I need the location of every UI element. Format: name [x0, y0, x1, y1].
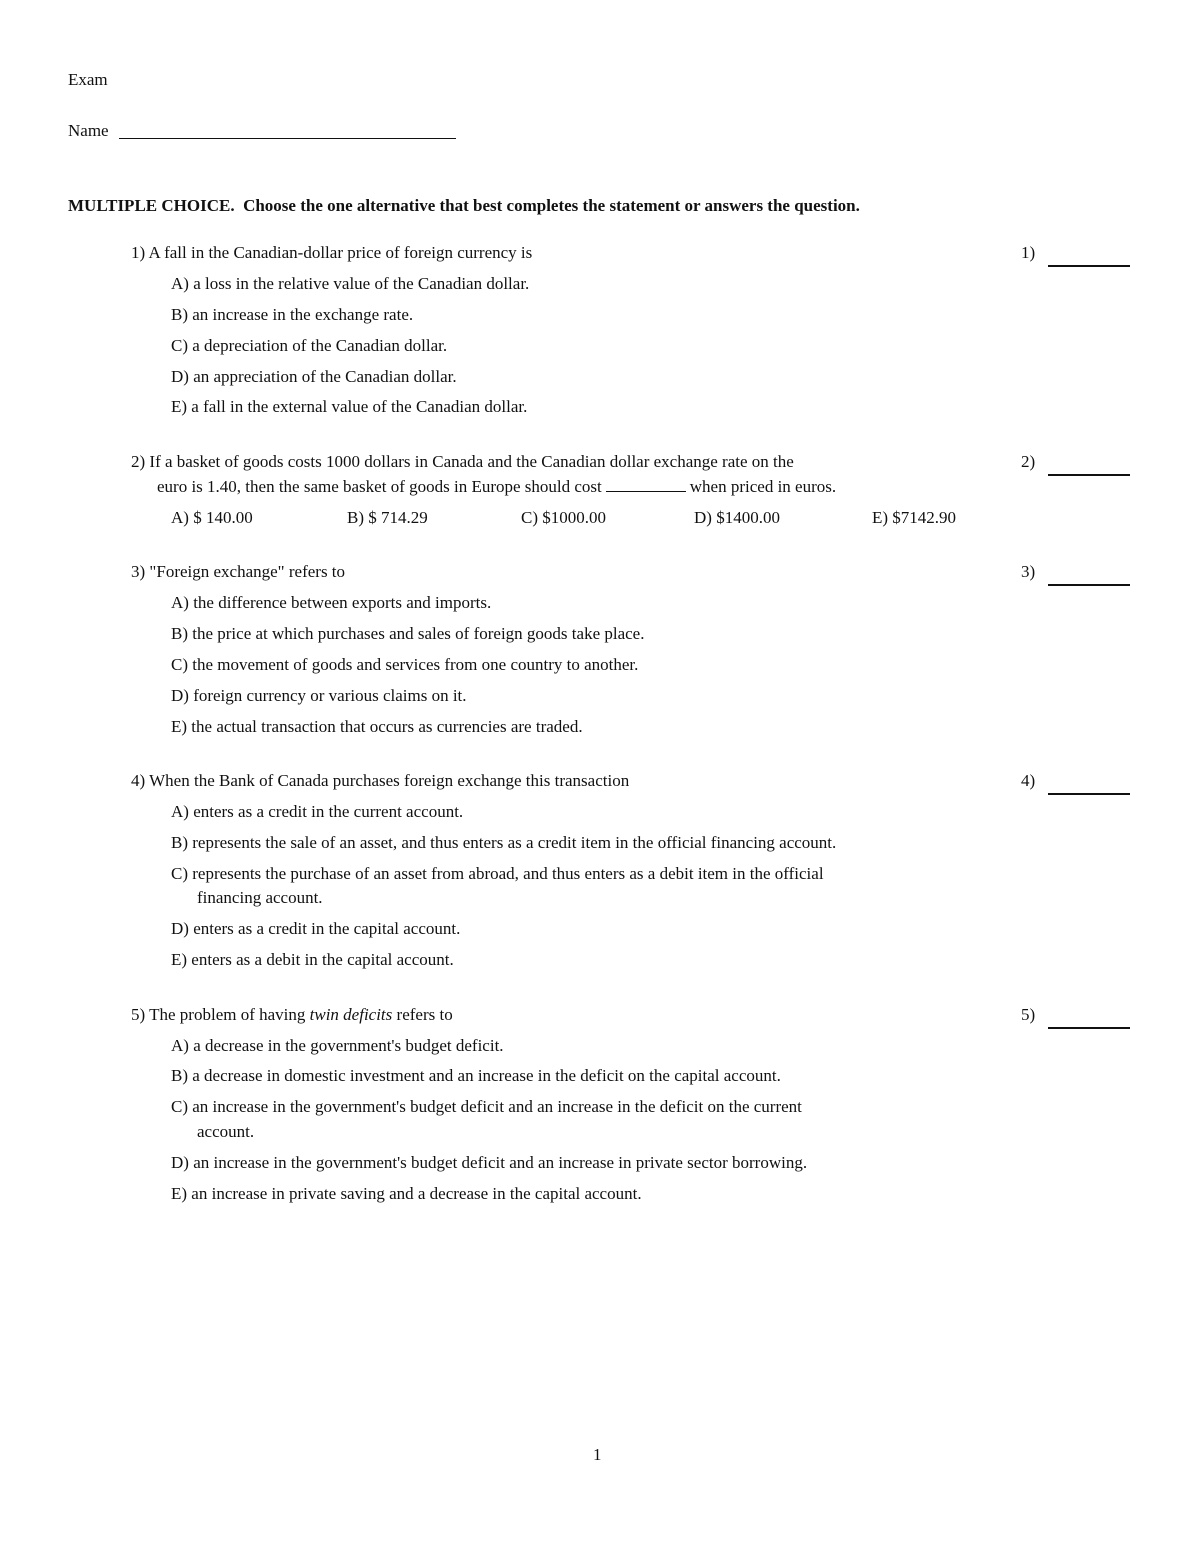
- question-3-option-a[interactable]: A) the difference between exports and imports.: [171, 593, 492, 612]
- question-3-stem: [131, 562, 345, 582]
- question-5-option-e[interactable]: E) an increase in private saving and a decrease in the capital account.: [171, 1184, 642, 1203]
- question-5-number: 5): [131, 1005, 146, 1024]
- question-3-option-b[interactable]: B) the price at which purchases and sales of foreign goods take place.: [171, 624, 645, 643]
- instructions: [68, 196, 860, 216]
- question-5-option-c[interactable]: C) an increase in the government's budget deficit and an increase in the deficit on the current: [171, 1097, 802, 1116]
- answer-5-label: 5): [1021, 1005, 1036, 1024]
- instructions-heading: MULTIPLE CHOICE.: [68, 196, 235, 215]
- question-4-option-a[interactable]: A) enters as a credit in the current account.: [171, 802, 464, 821]
- question-5-option-d[interactable]: D) an increase in the government's budget deficit and an increase in private sector borrowing.: [171, 1153, 808, 1172]
- question-1-option-a[interactable]: A) a loss in the relative value of the Canadian dollar.: [171, 274, 530, 293]
- question-3-option-c[interactable]: C) the movement of goods and services from one country to another.: [171, 655, 639, 674]
- answer-1-label: 1): [1021, 243, 1036, 262]
- question-2-stem: [131, 452, 794, 472]
- question-4-option-d[interactable]: D) enters as a credit in the capital account.: [171, 919, 461, 938]
- answer-1-blank[interactable]: [1048, 265, 1130, 267]
- question-4-text: When the Bank of Canada purchases foreign exchange this transaction: [149, 771, 630, 790]
- question-1-option-c[interactable]: C) a depreciation of the Canadian dollar.: [171, 336, 448, 355]
- question-2-option-d[interactable]: D) $1400.00: [694, 508, 780, 527]
- question-3-option-d[interactable]: D) foreign currency or various claims on it.: [171, 686, 467, 705]
- question-5-text-b: refers to: [396, 1005, 453, 1024]
- answer-3-blank[interactable]: [1048, 584, 1130, 586]
- name-blank-line[interactable]: [119, 138, 456, 139]
- question-2-text-line1: If a basket of goods costs 1000 dollars in Canada and the Canadian dollar exchange rate on the: [149, 452, 794, 471]
- question-5-option-c-cont: account.: [197, 1122, 255, 1141]
- question-1-option-e[interactable]: E) a fall in the external value of the Canadian dollar.: [171, 397, 528, 416]
- question-2-inline-blank: [606, 491, 686, 492]
- question-1-stem: [131, 243, 532, 263]
- question-5-stem: [131, 1005, 453, 1025]
- exam-title: Exam: [68, 70, 108, 89]
- instructions-text: Choose the one alternative that best completes the statement or answers the question.: [243, 196, 860, 215]
- name-label: Name: [68, 121, 109, 140]
- answer-5-blank[interactable]: [1048, 1027, 1130, 1029]
- question-4-option-c[interactable]: C) represents the purchase of an asset from abroad, and thus enters as a debit item in the official: [171, 864, 824, 883]
- question-5-option-a[interactable]: A) a decrease in the government's budget deficit.: [171, 1036, 504, 1055]
- question-4-stem: [131, 771, 629, 791]
- page-number: 1: [593, 1445, 602, 1464]
- question-2-text-line2b: when priced in euros.: [689, 477, 837, 496]
- question-4-option-e[interactable]: E) enters as a debit in the capital account.: [171, 950, 454, 969]
- question-3-text: "Foreign exchange" refers to: [149, 562, 346, 581]
- question-3-number: 3): [131, 562, 146, 581]
- answer-2-label: 2): [1021, 452, 1036, 471]
- answer-2-blank[interactable]: [1048, 474, 1130, 476]
- question-2-option-e[interactable]: E) $7142.90: [872, 508, 957, 527]
- answer-4-blank[interactable]: [1048, 793, 1130, 795]
- question-5-text-italic: twin deficits: [309, 1005, 393, 1024]
- question-5-option-b[interactable]: B) a decrease in domestic investment and an increase in the deficit on the capital account.: [171, 1066, 781, 1085]
- question-2-text-line2a: euro is 1.40, then the same basket of goods in Europe should cost: [157, 477, 602, 496]
- question-2-number: 2): [131, 452, 146, 471]
- question-2-stem-line2: [157, 477, 836, 497]
- question-3-option-e[interactable]: E) the actual transaction that occurs as currencies are traded.: [171, 717, 583, 736]
- question-1-number: 1): [131, 243, 146, 262]
- question-5-text-a: The problem of having: [149, 1005, 306, 1024]
- question-4-option-b[interactable]: B) represents the sale of an asset, and thus enters as a credit item in the official financing account.: [171, 833, 837, 852]
- question-1-option-b[interactable]: B) an increase in the exchange rate.: [171, 305, 414, 324]
- question-2-option-a[interactable]: A) $ 140.00: [171, 508, 253, 527]
- question-4-option-c-cont: financing account.: [197, 888, 323, 907]
- answer-4-label: 4): [1021, 771, 1036, 790]
- answer-3-label: 3): [1021, 562, 1036, 581]
- question-4-number: 4): [131, 771, 146, 790]
- question-1-option-d[interactable]: D) an appreciation of the Canadian dollar.: [171, 367, 457, 386]
- question-2-option-c[interactable]: C) $1000.00: [521, 508, 606, 527]
- question-2-option-b[interactable]: B) $ 714.29: [347, 508, 428, 527]
- question-1-text: A fall in the Canadian-dollar price of foreign currency is: [148, 243, 533, 262]
